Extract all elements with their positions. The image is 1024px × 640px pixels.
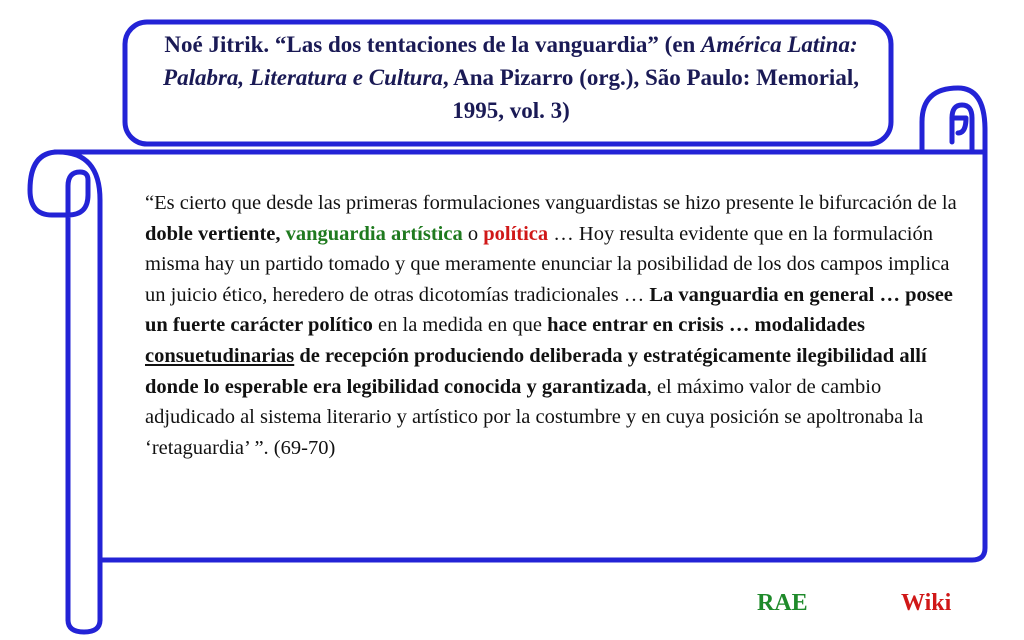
quote-segment-o: o	[462, 222, 484, 245]
underlined-consuetudinarias: consuetudinarias	[145, 344, 295, 367]
emphasis-doble-vertiente: doble vertiente,	[145, 222, 281, 245]
citation-editor: , Ana Pizarro	[442, 65, 574, 90]
quote-segment-2: … Hoy resulta evidente que en la formulación misma hay un partido tomado y que meramente enunciar la posibilidad de los dos campos implica un juicio ético, heredero de otras dicotomías tradicionales …	[145, 222, 950, 306]
emphasis-caracter-politico: La vanguardia en general … posee un fuerte carácter político	[145, 283, 953, 337]
emphasis-politica: política	[483, 222, 549, 245]
quote-segment-4: , el máximo valor de cambio adjudicado al sistema literario y artístico por la costumbre y en cuya posición se apoltronaba la ‘retaguardia’ ”. (69-70)	[145, 375, 924, 459]
emphasis-recepcion: de recepción produciendo deliberada y estratégicamente ilegibilidad allí donde lo esperable era legibilidad conocida y garantizada	[145, 344, 927, 398]
quote-text	[145, 188, 957, 463]
citation-author-title: Noé Jitrik. “Las dos tentaciones de la vanguardia” (en	[164, 32, 696, 57]
citation-book-title: América Latina: Palabra, Literatura e Cultura	[163, 32, 858, 90]
emphasis-hace-entrar-en-crisis: hace entrar en crisis … modalidades	[547, 314, 866, 337]
quote-segment-3: en la medida en que	[372, 314, 548, 337]
wiki-link[interactable]: Wiki	[901, 590, 952, 616]
citation-publication: (org.), São Paulo: Memorial, 1995, vol. 3)	[452, 65, 859, 123]
scroll-left-roll	[30, 152, 100, 620]
emphasis-vanguardia-artistica: vanguardia artística	[285, 222, 463, 245]
scroll-right-roll	[952, 118, 966, 142]
rae-link[interactable]: RAE	[757, 590, 808, 616]
quote-segment-1: “Es cierto que desde las primeras formulaciones vanguardistas se hizo presente le bifurcación de la	[145, 192, 957, 214]
citation-header	[140, 28, 882, 127]
